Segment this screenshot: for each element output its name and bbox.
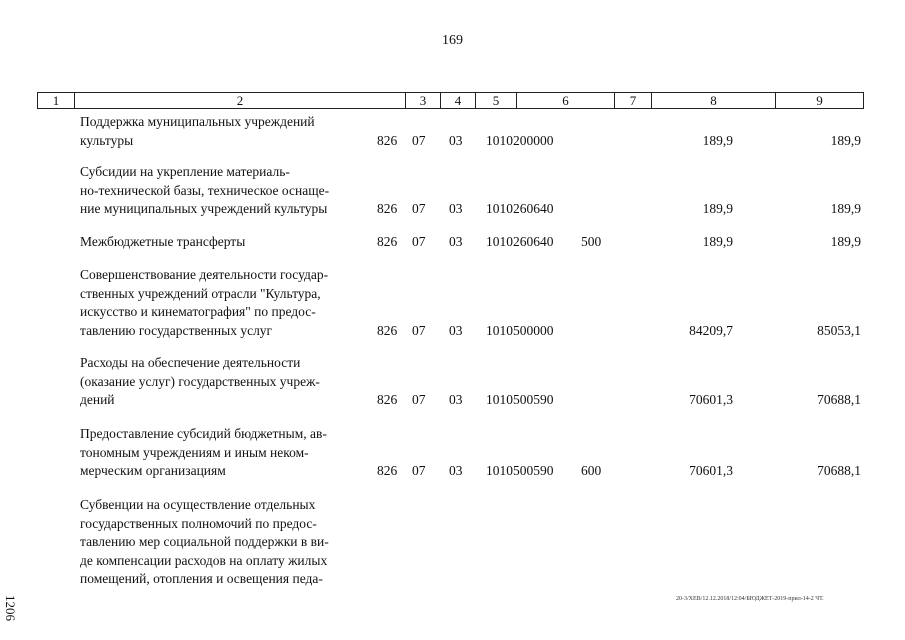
description-line: Субсидии на укрепление материаль- [80,164,290,179]
description-line: искусство и кинематография" по предос- [80,304,316,319]
description-line: дений [80,392,115,407]
cell-col-8: 189,9 [702,234,733,249]
row-description [80,233,365,252]
cell-col-8: 70601,3 [689,392,733,407]
header-col-3: 3 [406,93,441,108]
row-description [80,496,365,589]
cell-col-4: 07 [412,132,426,148]
cell-col-5: 03 [449,322,463,338]
row-description [80,354,365,410]
cell-col-3: 826 [377,234,398,249]
cell-col-9: 70688,1 [817,463,861,478]
header-col-7: 7 [615,93,652,108]
cell-col-3: 826 [377,322,398,338]
table-header-row [37,92,864,109]
cell-col-3: 826 [377,463,398,478]
header-col-5: 5 [476,93,517,108]
cell-col-9: 189,9 [830,132,861,148]
description-line: (оказание услуг) государственных учреж- [80,373,320,389]
header-col-9: 9 [816,93,823,108]
cell-col-6: 1010260640 [486,201,554,216]
cell-col-3: 826 [377,201,398,216]
cell-col-8: 70601,3 [689,463,733,478]
cell-col-5: 03 [449,201,463,216]
cell-col-6: 1010500000 [486,322,554,338]
cell-col-6: 1010260640 [486,234,554,249]
description-line: Субвенции на осуществление отдельных [80,497,316,512]
cell-col-4: 07 [412,234,426,249]
cell-col-9: 189,9 [830,234,861,249]
header-col-1: 1 [38,93,75,108]
cell-col-8: 189,9 [702,132,733,148]
description-line: ние муниципальных учреждений культуры [80,201,328,216]
cell-col-5: 03 [449,392,463,407]
cell-col-9: 70688,1 [817,392,861,407]
cell-col-6: 1010500590 [486,392,554,407]
row-description [80,113,365,150]
cell-col-3: 826 [377,132,398,148]
row-description [80,425,365,481]
cell-col-4: 07 [412,201,426,216]
cell-col-8: 84209,7 [689,322,733,338]
cell-col-4: 07 [412,463,426,478]
footer-document-code: 20-3/ХЕВ/12.12.2018/12:04/БЮДЖЕТ-2019-прил-14-2 ЧТ. [676,596,824,602]
description-line: Поддержка муниципальных учреждений [80,114,315,129]
cell-col-4: 07 [412,392,426,407]
side-page-number: 1206 [3,595,18,621]
cell-col-5: 03 [449,234,463,249]
cell-col-9: 85053,1 [817,322,861,338]
description-line: Предоставление субсидий бюджетным, ав- [80,426,327,441]
description-line: тавлению государственных услуг [80,322,273,338]
description-line: Межбюджетные трансферты [80,234,246,249]
cell-col-7: 600 [581,463,602,478]
header-col-2: 2 [75,93,406,108]
header-col-6: 6 [517,93,615,108]
cell-col-4: 07 [412,322,426,338]
description-line: мерческим организациям [80,463,226,478]
cell-col-6: 1010500590 [486,463,554,478]
cell-col-6: 1010200000 [486,132,554,148]
cell-col-5: 03 [449,132,463,148]
description-line: Совершенствование деятельности государ- [80,267,329,282]
cell-col-3: 826 [377,392,398,407]
cell-col-7: 500 [581,234,602,249]
description-line: тономным учреждениям и иным неком- [80,444,309,460]
description-line: де компенсации расходов на оплату жилых [80,552,328,568]
description-line: государственных полномочий по предос- [80,515,317,531]
cell-col-9: 189,9 [830,201,861,216]
description-line: но-технической базы, техническое оснаще- [80,182,330,198]
header-col-8: 8 [652,93,776,108]
row-description [80,163,365,219]
header-col-4: 4 [441,93,476,108]
description-line: ственных учреждений отрасли "Культура, [80,285,321,301]
cell-col-8: 189,9 [702,201,733,216]
description-line: культуры [80,132,134,148]
row-description [80,266,365,340]
description-line: Расходы на обеспечение деятельности [80,355,301,370]
page-number: 169 [442,33,463,48]
description-line: тавлению мер социальной поддержки в ви- [80,534,329,549]
cell-col-5: 03 [449,463,463,478]
description-line: помещений, отопления и освещения педа- [80,571,323,586]
